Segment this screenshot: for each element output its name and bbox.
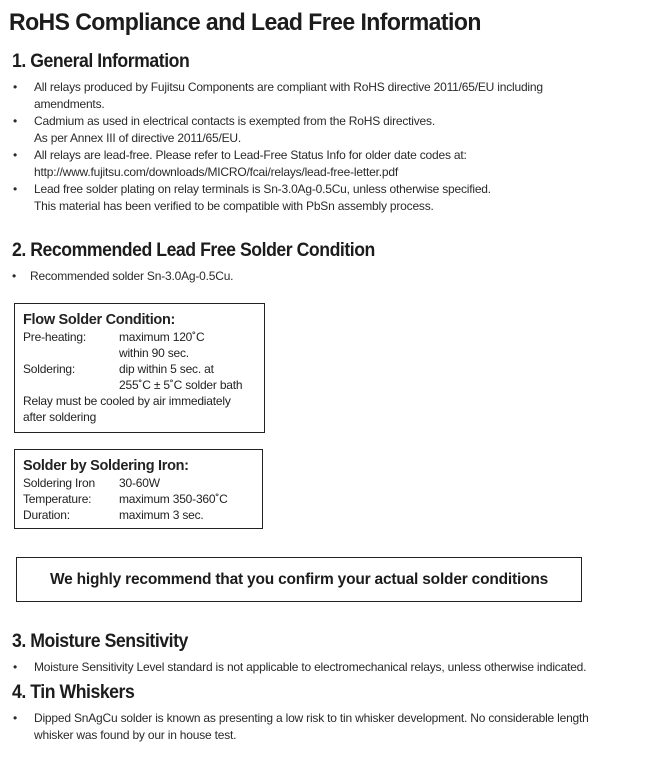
soldering-row <box>23 361 264 393</box>
bullet-icon: • <box>13 711 18 725</box>
soldering-value: 255˚C ± 5˚C solder bath <box>119 378 243 392</box>
bullet-icon: • <box>13 80 18 94</box>
bullet-icon: • <box>13 114 18 128</box>
duration-row <box>23 507 262 523</box>
list-item-text: amendments. <box>34 97 105 111</box>
pre-heating-label: Pre-heating: <box>23 330 86 344</box>
flow-solder-condition-box <box>14 303 265 433</box>
cooling-note: Relay must be cooled by air immediately <box>23 394 231 408</box>
list-item-text: As per Annex III of directive 2011/65/EU. <box>34 131 242 145</box>
temperature-value: maximum 350-360˚C <box>119 492 228 506</box>
section-heading-general-information: 1. General Information <box>12 51 190 72</box>
solder-condition-list <box>0 268 233 285</box>
page-title: RoHS Compliance and Lead Free Information <box>9 9 481 36</box>
list-item-text: Moisture Sensitivity Level standard is not applicable to electromechanical relays, unless otherwise indicated. <box>34 660 587 674</box>
list-item-text: whisker was found by our in house test. <box>34 728 237 742</box>
soldering-value: dip within 5 sec. at <box>119 362 214 376</box>
list-item-text: Recommended solder Sn-3.0Ag-0.5Cu. <box>30 269 234 283</box>
soldering-iron-value: 30-60W <box>119 476 160 490</box>
section-heading-solder-condition: 2. Recommended Lead Free Solder Condition <box>12 240 375 261</box>
moisture-sensitivity-list <box>0 659 586 676</box>
cooling-note: after soldering <box>23 410 97 424</box>
pre-heating-value: maximum 120˚C <box>119 330 205 344</box>
list-item <box>0 710 589 744</box>
list-item-text: Dipped SnAgCu solder is known as presenting a low risk to tin whisker development. No considerable length <box>34 711 589 725</box>
list-item <box>0 113 543 147</box>
list-item-text: All relays are lead-free. Please refer to Lead-Free Status Info for older date codes at: <box>34 148 467 162</box>
temperature-label: Temperature: <box>23 492 92 506</box>
bullet-icon: • <box>13 148 18 162</box>
section-heading-tin-whiskers: 4. Tin Whiskers <box>12 682 135 703</box>
list-item <box>0 79 543 113</box>
soldering-iron-box <box>14 449 263 529</box>
flow-solder-title: Flow Solder Condition: <box>23 312 176 328</box>
soldering-iron-row <box>23 475 262 491</box>
list-item-text: All relays produced by Fujitsu Components are compliant with RoHS directive 2011/65/EU including <box>34 80 543 94</box>
bullet-icon: • <box>13 660 18 674</box>
list-item-text: Lead free solder plating on relay terminals is Sn-3.0Ag-0.5Cu, unless otherwise specified. <box>34 182 491 196</box>
temperature-row <box>23 491 262 507</box>
section-heading-moisture-sensitivity: 3. Moisture Sensitivity <box>12 631 188 652</box>
general-information-list <box>0 79 543 215</box>
list-item-text: Cadmium as used in electrical contacts is exempted from the RoHS directives. <box>34 114 435 128</box>
tin-whiskers-list <box>0 710 589 744</box>
pre-heating-value: within 90 sec. <box>119 346 189 360</box>
duration-label: Duration: <box>23 508 70 522</box>
bullet-icon: • <box>13 182 18 196</box>
recommendation-box <box>16 557 582 602</box>
bullet-icon: • <box>12 269 17 283</box>
duration-value: maximum 3 sec. <box>119 508 204 522</box>
list-item <box>0 659 586 676</box>
list-item-text: This material has been verified to be compatible with PbSn assembly process. <box>34 199 434 213</box>
pre-heating-row <box>23 329 264 361</box>
list-item <box>0 181 543 215</box>
lead-free-letter-url: http://www.fujitsu.com/downloads/MICRO/fcai/relays/lead-free-letter.pdf <box>34 165 398 179</box>
soldering-label: Soldering: <box>23 362 76 376</box>
soldering-iron-title: Solder by Soldering Iron: <box>23 458 189 474</box>
soldering-iron-label: Soldering Iron <box>23 476 95 490</box>
list-item <box>0 147 543 181</box>
recommendation-text: We highly recommend that you confirm your actual solder conditions <box>49 570 549 588</box>
list-item <box>0 268 233 285</box>
